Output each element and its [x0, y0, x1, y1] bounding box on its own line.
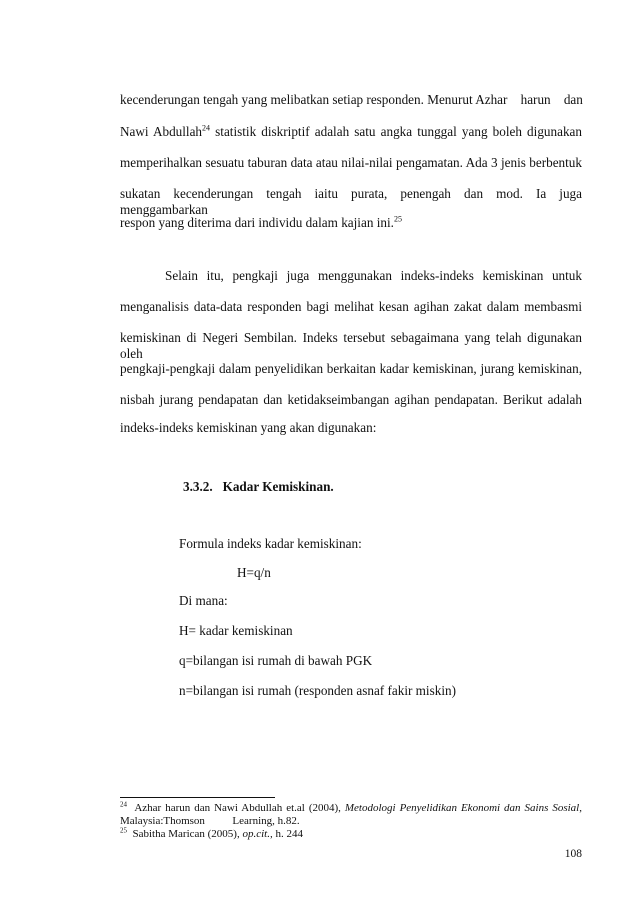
p2-line-3-text: kemiskinan di Negeri Sembilan. Indeks tersebut sebagaimana yang telah digunakan oleh	[120, 330, 582, 361]
footnote-25	[120, 828, 582, 841]
definition-h: H= kadar kemiskinan	[179, 623, 293, 638]
footnote-25-text: Sabitha Marican (2005),	[127, 828, 243, 840]
footnote-24-line-2: Malaysia:Thomson Learning, h.82.	[120, 815, 300, 827]
p2-line-4-text: pengkaji-pengkaji dalam penyelidikan berkaitan kadar kemiskinan, jurang kemiskinan,	[120, 361, 582, 376]
p1-line-3	[120, 155, 582, 171]
p2-line-1-text: Selain itu, pengkaji juga menggunakan indeks-indeks kemiskinan untuk	[165, 268, 582, 283]
where-label: Di mana:	[179, 593, 228, 608]
footnote-24-number: 24	[120, 800, 127, 809]
definition-n: n=bilangan isi rumah (responden asnaf fakir miskin)	[179, 683, 456, 698]
footnote-24-comma: ,	[579, 802, 582, 814]
footnote-ref-24[interactable]: 24	[202, 123, 211, 133]
p2-line-1	[165, 268, 582, 284]
footnote-ref-25[interactable]: 25	[393, 214, 402, 224]
p1-line-4-text: sukatan kecenderungan tengah iaitu purata, penengah dan mod. Ia juga menggambarkan	[120, 186, 582, 217]
definition-q: q=bilangan isi rumah di bawah PGK	[179, 653, 373, 668]
p1-line-5-text: respon yang diterima dari individu dalam kajian ini.	[120, 215, 394, 230]
p2-line-3	[120, 330, 582, 362]
formula-intro: Formula indeks kadar kemiskinan:	[179, 536, 362, 551]
p1-line-2	[120, 124, 582, 140]
footnote-25-number: 25	[120, 826, 127, 835]
footnote-25-opcit: op.cit.,	[242, 828, 273, 840]
p1-line-3-text: memperihalkan sesuatu taburan data atau nilai-nilai pengamatan. Ada 3 jenis berbentuk	[120, 155, 582, 170]
section-heading: 3.3.2. Kadar Kemiskinan.	[183, 479, 334, 494]
p1-line-4	[120, 186, 582, 218]
footnote-24-title: Metodologi Penyelidikan Ekonomi dan Sains Sosial	[344, 802, 580, 814]
p1-line-5	[120, 215, 582, 231]
p2-line-2	[120, 299, 582, 315]
footnote-separator	[120, 797, 275, 798]
footnote-25-page: h. 244	[272, 828, 303, 840]
formula: H=q/n	[237, 565, 271, 580]
p2-line-5-text: nisbah jurang pendapatan dan ketidakseimbangan agihan pendapatan. Berikut adalah	[120, 392, 582, 407]
p2-line-4	[120, 361, 582, 377]
page-number: 108	[564, 848, 582, 860]
p2-line-6-text: indeks-indeks kemiskinan yang akan digunakan:	[120, 420, 377, 435]
p2-line-2-text: menganalisis data-data responden bagi melihat kesan agihan zakat dalam membasmi	[120, 299, 582, 314]
p2-line-5	[120, 392, 582, 408]
footnote-24-text: Azhar harun dan Nawi Abdullah et.al (2004),	[127, 802, 345, 814]
footnote-24	[120, 802, 582, 815]
p1-line-2-text-b: statistik diskriptif adalah satu angka tunggal yang boleh digunakan	[210, 124, 582, 139]
p2-line-6	[120, 420, 582, 436]
p1-line-1-text: kecenderungan tengah yang melibatkan setiap responden. Menurut Azhar harun dan	[120, 92, 583, 107]
p1-line-1	[120, 92, 582, 108]
p1-line-2-text-a: Nawi Abdullah	[120, 124, 203, 139]
